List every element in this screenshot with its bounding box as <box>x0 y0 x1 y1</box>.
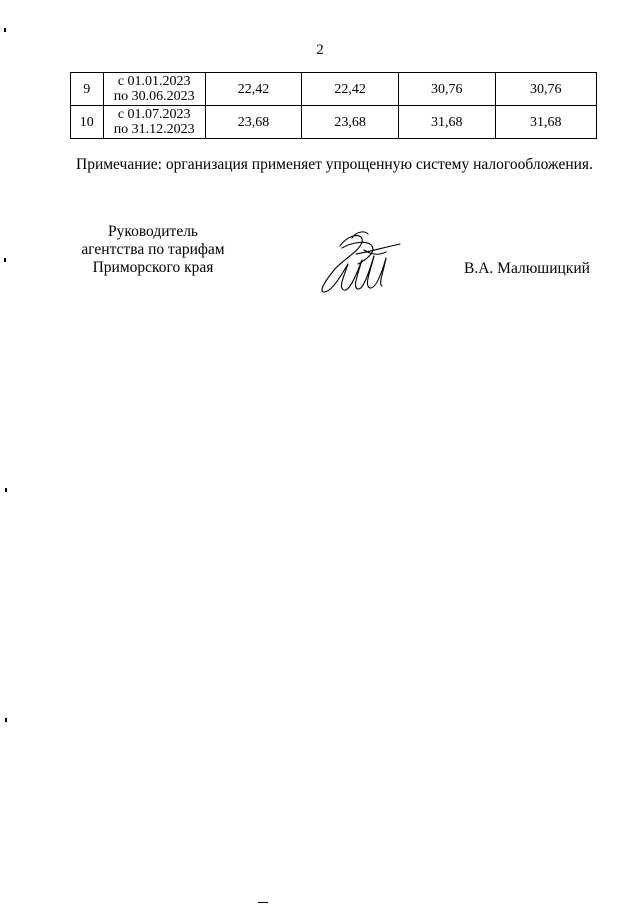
signer-title <box>70 223 236 277</box>
period-cell <box>103 106 205 139</box>
value-cell: 31,68 <box>495 106 597 139</box>
value-cell: 30,76 <box>495 73 597 106</box>
value-cell: 31,68 <box>398 106 495 139</box>
value-cell: 23,68 <box>302 106 399 139</box>
scan-artifact <box>4 28 6 32</box>
scan-artifact <box>5 488 7 492</box>
value-cell: 30,76 <box>398 73 495 106</box>
row-number-cell: 10 <box>71 106 104 139</box>
value-cell: 22,42 <box>302 73 399 106</box>
table-row <box>71 106 597 139</box>
period-end: по 31.12.2023 <box>113 122 195 137</box>
period-cell <box>103 73 205 106</box>
table-row <box>71 73 597 106</box>
scan-artifact <box>4 258 6 262</box>
signer-name: В.А. Малюшицкий <box>464 260 590 277</box>
handwritten-signature <box>312 226 402 296</box>
period-end: по 30.06.2023 <box>113 89 195 104</box>
signer-title-line: агентства по тарифам <box>81 241 225 258</box>
tariff-table <box>70 72 597 139</box>
period-start: с 01.01.2023 <box>117 74 191 89</box>
value-cell: 23,68 <box>205 106 302 139</box>
signer-title-line: Руководитель <box>107 223 199 240</box>
signer-title-line: Приморского края <box>92 259 214 276</box>
value-cell: 22,42 <box>205 73 302 106</box>
tax-note: Примечание: организация применяет упрощенную систему налогообложения. <box>76 156 593 173</box>
period-start: с 01.07.2023 <box>117 107 191 122</box>
scan-artifact <box>5 718 7 722</box>
page-number: 2 <box>316 42 324 58</box>
row-number-cell: 9 <box>71 73 104 106</box>
scan-artifact <box>258 902 268 903</box>
